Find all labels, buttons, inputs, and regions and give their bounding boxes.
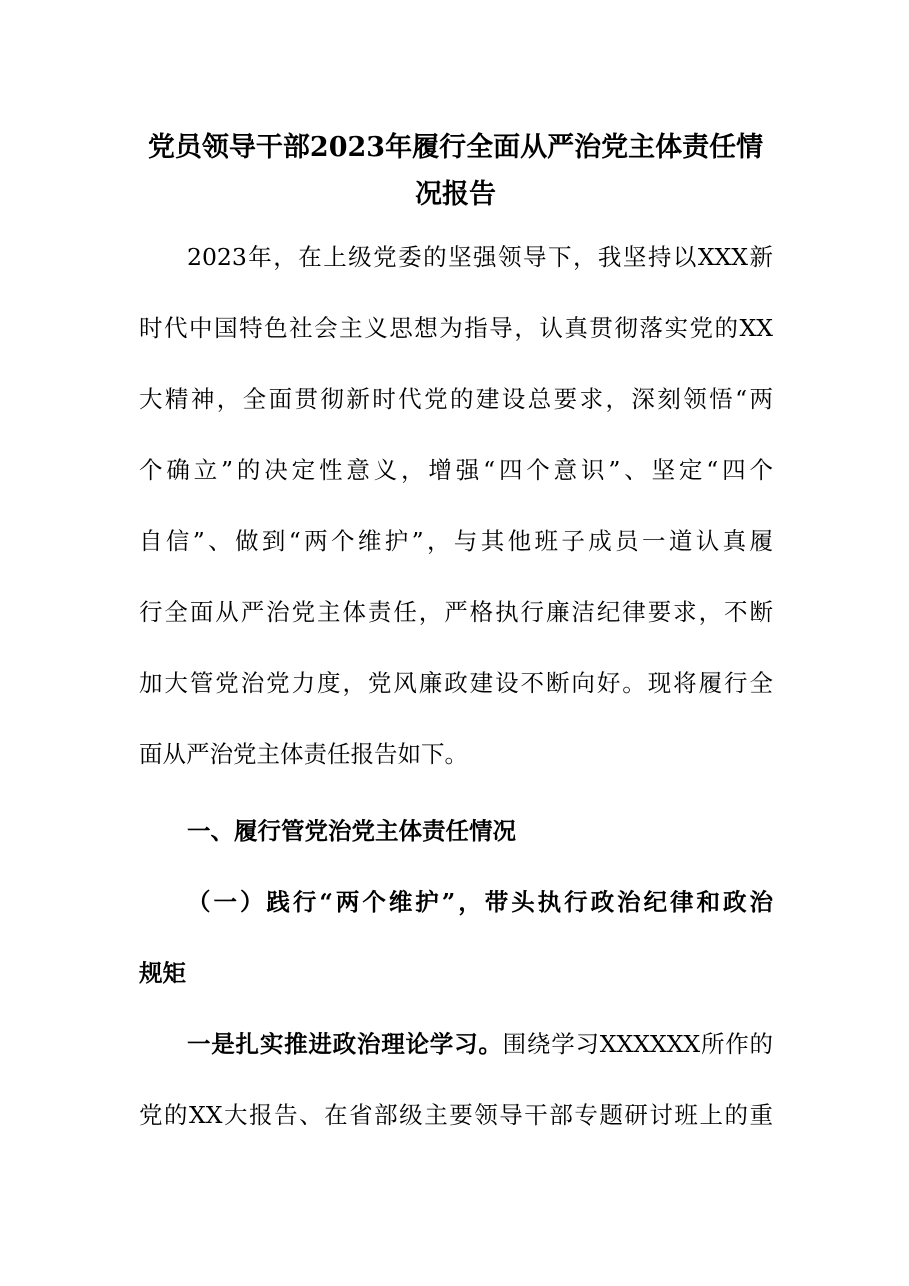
- intro-line-7: 加大管党治党力度，党风廉政建设不断向好。现将履行全: [139, 669, 773, 697]
- intro-line-5: 自信”、做到“两个维护”，与其他班子成员一道认真履: [139, 527, 773, 555]
- point-1-text: 围绕学习XXXXXX所作的: [502, 1030, 773, 1058]
- section-heading-1: 一、履行管党治党主体责任情况: [187, 817, 516, 845]
- intro-line-8: 面从严治党主体责任报告如下。: [139, 740, 468, 768]
- document-title-line-1: 党员领导干部2023年履行全面从严治党主体责任情: [147, 132, 764, 163]
- intro-line-4: 个确立”的决定性意义，增强“四个意识”、坚定“四个: [139, 456, 773, 484]
- intro-line-2: 时代中国特色社会主义思想为指导，认真贯彻落实党的XX: [139, 314, 773, 342]
- point-1-line-1: [187, 1025, 773, 1059]
- point-1-lead: 一是扎实推进政治理论学习。: [187, 1030, 503, 1058]
- intro-line-1: 2023年，在上级党委的坚强领导下，我坚持以XXX新: [187, 243, 773, 271]
- point-1-line-2: 党的XX大报告、在省部级主要领导干部专题研讨班上的重: [139, 1101, 773, 1129]
- document-title-line-2: 况报告: [415, 179, 496, 210]
- subsection-heading-line-2: 规矩: [139, 959, 186, 987]
- subsection-heading-line-1: （一）践行“两个维护”，带头执行政治纪律和政治: [187, 888, 773, 916]
- intro-line-3: 大精神，全面贯彻新时代党的建设总要求，深刻领悟“两: [139, 385, 773, 413]
- intro-line-6: 行全面从严治党主体责任，严格执行廉洁纪律要求，不断: [139, 598, 773, 626]
